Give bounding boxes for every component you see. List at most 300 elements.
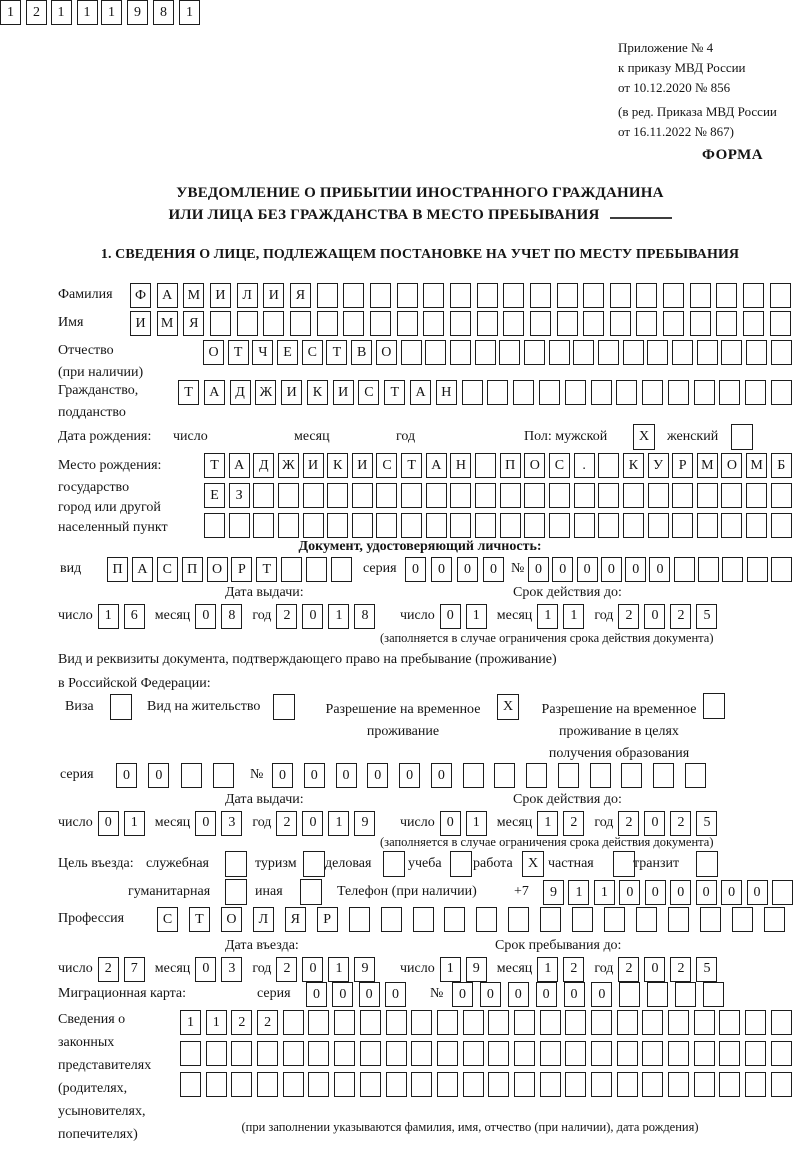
year-label: год [252, 815, 272, 830]
char-cell [771, 557, 792, 582]
char-cell [617, 1010, 638, 1035]
char-cell [573, 340, 594, 365]
sex-female-label: женский [667, 429, 719, 444]
permit-issue-month-cells [195, 811, 242, 836]
char-cell [283, 1072, 304, 1097]
char-cell: 6 [124, 604, 145, 629]
char-cell [263, 311, 284, 336]
permit-issue-heading: Дата выдачи: [225, 792, 304, 807]
char-cell: С [358, 380, 379, 405]
month-label: месяц [496, 608, 533, 623]
char-cell: 1 [466, 811, 487, 836]
char-cell [590, 763, 611, 788]
char-cell [450, 311, 471, 336]
char-cell [508, 907, 529, 932]
char-cell [253, 513, 274, 538]
char-cell: 0 [601, 557, 622, 582]
char-cell: 1 [537, 811, 558, 836]
char-cell [463, 763, 484, 788]
char-cell: 0 [645, 880, 666, 905]
char-cell: 0 [480, 982, 501, 1007]
char-cell [540, 907, 561, 932]
char-cell [306, 557, 327, 582]
entry-month-cells [195, 957, 242, 982]
char-cell [524, 483, 545, 508]
char-cell: З [229, 483, 250, 508]
char-cell [308, 1041, 329, 1066]
char-cell [770, 311, 791, 336]
char-cell: 3 [221, 811, 242, 836]
char-cell: 0 [332, 982, 353, 1007]
char-cell: О [207, 557, 228, 582]
birthplace-label-4: населенный пункт [58, 520, 168, 535]
char-cell: О [721, 453, 742, 478]
char-cell [719, 1010, 740, 1035]
char-cell: 3 [221, 957, 242, 982]
char-cell [565, 380, 586, 405]
char-cell: 1 [594, 880, 615, 905]
char-cell [290, 311, 311, 336]
purpose-private-label: частная [548, 856, 594, 871]
char-cell: 0 [359, 982, 380, 1007]
char-cell [257, 1041, 278, 1066]
char-cell: О [376, 340, 397, 365]
char-cell [308, 1072, 329, 1097]
char-cell [549, 513, 570, 538]
char-cell [558, 763, 579, 788]
char-cell [500, 483, 521, 508]
char-cell [231, 1041, 252, 1066]
doc-series-label: серия [363, 561, 397, 576]
birthplace-label: Место рождения: [58, 458, 162, 473]
char-cell [411, 1010, 432, 1035]
char-cell [437, 1072, 458, 1097]
sex-male-checkbox: X [633, 424, 655, 450]
sex-female-checkbox [731, 424, 753, 450]
month-label: месяц [154, 961, 191, 976]
char-cell: 2 [257, 1010, 278, 1035]
purpose-other-checkbox [300, 879, 322, 905]
phone-label: Телефон (при наличии) [337, 884, 477, 899]
passport-issue-heading: Дата выдачи: [225, 585, 304, 600]
char-cell [549, 483, 570, 508]
char-cell: 1 [440, 957, 461, 982]
char-cell [499, 340, 520, 365]
appendix-block [618, 38, 777, 142]
char-cell: О [203, 340, 224, 365]
birthplace-label-3: город или другой [58, 500, 161, 515]
char-cell [642, 1010, 663, 1035]
char-cell: 1 [563, 604, 584, 629]
char-cell [583, 311, 604, 336]
phone-cells [543, 880, 793, 905]
char-cell [370, 311, 391, 336]
char-cell [360, 1010, 381, 1035]
migration-series-label: серия [257, 986, 291, 1001]
char-cell [281, 557, 302, 582]
char-cell [231, 1072, 252, 1097]
residence-permit-checkbox [273, 694, 295, 720]
char-cell [703, 982, 724, 1007]
char-cell [487, 380, 508, 405]
char-cell [524, 340, 545, 365]
char-cell [574, 513, 595, 538]
birthdate-year-label: год [396, 429, 416, 444]
char-cell [591, 1041, 612, 1066]
char-cell [349, 907, 370, 932]
char-cell [360, 1072, 381, 1097]
passport-issue-day-cells [98, 604, 145, 629]
char-cell [303, 483, 324, 508]
permit-issue-day-cells [98, 811, 145, 836]
char-cell [598, 453, 619, 478]
permit-valid-date [400, 810, 727, 836]
char-cell: 0 [619, 880, 640, 905]
year-label: год [252, 608, 272, 623]
char-cell [598, 513, 619, 538]
edu-residence-permit-label: Разрешение на временное проживание в целях получения образования [541, 702, 697, 761]
char-cell: 8 [354, 604, 375, 629]
char-cell [617, 1072, 638, 1097]
char-cell: 0 [747, 880, 768, 905]
permit-number-cells [272, 763, 706, 788]
purpose-transit-label: транзит [633, 856, 680, 871]
char-cell [450, 340, 471, 365]
char-cell [401, 513, 422, 538]
entry-day-cells [98, 957, 145, 982]
char-cell [598, 340, 619, 365]
char-cell: 1 [537, 604, 558, 629]
char-cell [278, 483, 299, 508]
day-label: число [400, 815, 435, 830]
char-cell: Т [178, 380, 199, 405]
char-cell: 1 [568, 880, 589, 905]
name-label: Имя [58, 315, 84, 330]
form-label: ФОРМА [702, 147, 764, 163]
char-cell [732, 907, 753, 932]
char-cell: 2 [618, 811, 639, 836]
char-cell: 0 [528, 557, 549, 582]
char-cell [331, 557, 352, 582]
char-cell [257, 1072, 278, 1097]
char-cell [514, 1010, 535, 1035]
char-cell [450, 483, 471, 508]
char-cell: Т [384, 380, 405, 405]
permit-valid-year-cells [618, 811, 717, 836]
birthdate-month-label: месяц [294, 429, 330, 444]
char-cell: 2 [670, 604, 691, 629]
reps-label-5: усыновителях, [58, 1104, 146, 1119]
char-cell: 1 [328, 957, 349, 982]
char-cell: И [210, 283, 231, 308]
reps-row3-cells [180, 1072, 792, 1097]
birthplace-row3-cells [204, 513, 792, 538]
birthplace-row1-cells [204, 453, 792, 478]
char-cell: 0 [625, 557, 646, 582]
stay-month-cells [537, 957, 584, 982]
char-cell [343, 311, 364, 336]
char-cell: И [333, 380, 354, 405]
citizenship-label: Гражданство, [58, 383, 139, 398]
char-cell: 0 [591, 982, 612, 1007]
reps-note: (при заполнении указываются фамилия, имя, отчество (при наличии), дата рождения) [241, 1120, 699, 1134]
char-cell [488, 1010, 509, 1035]
reps-label-2: законных [58, 1035, 115, 1050]
char-cell [425, 340, 446, 365]
char-cell [411, 1072, 432, 1097]
char-cell: 9 [466, 957, 487, 982]
char-cell: Ф [130, 283, 151, 308]
char-cell [557, 311, 578, 336]
char-cell [317, 311, 338, 336]
doc-series-cells [405, 557, 504, 582]
char-cell [206, 1041, 227, 1066]
char-cell: Н [436, 380, 457, 405]
day-label: число [58, 608, 93, 623]
char-cell [488, 1041, 509, 1066]
char-cell: 9 [127, 0, 148, 25]
day-label: число [58, 961, 93, 976]
char-cell: И [352, 453, 373, 478]
char-cell: 0 [304, 763, 325, 788]
char-cell: 0 [98, 811, 119, 836]
char-cell [401, 483, 422, 508]
char-cell: 1 [180, 1010, 201, 1035]
char-cell: 1 [537, 957, 558, 982]
char-cell: В [351, 340, 372, 365]
visa-label: Виза [65, 699, 94, 714]
char-cell: И [130, 311, 151, 336]
char-cell: И [303, 453, 324, 478]
purpose-intro: Цель въезда: [58, 856, 134, 871]
char-cell [557, 283, 578, 308]
permit-series-label: серия [60, 767, 94, 782]
char-cell [719, 1072, 740, 1097]
char-cell: П [500, 453, 521, 478]
char-cell [698, 557, 719, 582]
char-cell [668, 1041, 689, 1066]
reps-label-1: Сведения о [58, 1012, 126, 1027]
identity-doc-heading: Документ, удостоверяющий личность: [298, 539, 542, 554]
char-cell [653, 763, 674, 788]
char-cell [771, 340, 792, 365]
purpose-work-checkbox: X [522, 851, 544, 877]
char-cell [747, 557, 768, 582]
char-cell [475, 513, 496, 538]
birthdate-day-cells [0, 0, 47, 25]
year-label: год [252, 961, 272, 976]
char-cell: 7 [124, 957, 145, 982]
char-cell: 2 [231, 1010, 252, 1035]
char-cell: 0 [644, 957, 665, 982]
char-cell: Т [401, 453, 422, 478]
stay-year-cells [618, 957, 717, 982]
birthdate-year-cells [101, 0, 200, 25]
char-cell [303, 513, 324, 538]
citizenship-cells [178, 380, 792, 405]
permit-valid-month-cells [537, 811, 584, 836]
char-cell [648, 483, 669, 508]
char-cell [636, 907, 657, 932]
permit-issue-year-cells [276, 811, 375, 836]
purpose-humanitarian-label: гуманитарная [128, 884, 211, 899]
char-cell: 0 [670, 880, 691, 905]
migration-card-label: Миграционная карта: [58, 986, 187, 1001]
char-cell: Н [450, 453, 471, 478]
permit-valid-day-cells [440, 811, 487, 836]
char-cell [668, 907, 689, 932]
patronymic-label: Отчество [58, 343, 114, 358]
char-cell: Ж [278, 453, 299, 478]
char-cell [397, 311, 418, 336]
stay-until-heading: Срок пребывания до: [495, 938, 622, 953]
char-cell: С [157, 907, 178, 932]
char-cell [719, 380, 740, 405]
char-cell [743, 283, 764, 308]
char-cell: 0 [552, 557, 573, 582]
char-cell: 1 [124, 811, 145, 836]
char-cell [617, 1041, 638, 1066]
char-cell [583, 283, 604, 308]
char-cell [386, 1041, 407, 1066]
char-cell [745, 1041, 766, 1066]
char-cell [206, 1072, 227, 1097]
char-cell [437, 1041, 458, 1066]
doc-kind-label: вид [60, 561, 82, 576]
char-cell: У [648, 453, 669, 478]
char-cell [370, 283, 391, 308]
birthplace-label-2: государство [58, 480, 130, 495]
appendix-note-line: (в ред. Приказа МВД России [618, 104, 777, 119]
phone-prefix: +7 [514, 884, 529, 899]
char-cell: 2 [618, 957, 639, 982]
char-cell [719, 1041, 740, 1066]
char-cell [623, 340, 644, 365]
char-cell [572, 907, 593, 932]
char-cell [746, 513, 767, 538]
char-cell: А [157, 283, 178, 308]
char-cell [463, 1041, 484, 1066]
passport-valid-date [400, 603, 727, 629]
char-cell [327, 513, 348, 538]
char-cell [343, 283, 364, 308]
char-cell [352, 483, 373, 508]
purpose-other-label: иная [255, 884, 283, 899]
char-cell [565, 1041, 586, 1066]
year-label: год [594, 961, 614, 976]
stay-until-date [400, 956, 727, 982]
temp-residence-permit-checkbox: X [497, 694, 519, 720]
char-cell: Р [672, 453, 693, 478]
birthdate-day-label: число [173, 429, 208, 444]
char-cell: 2 [563, 957, 584, 982]
char-cell [213, 763, 234, 788]
char-cell: 0 [302, 604, 323, 629]
char-cell [437, 1010, 458, 1035]
purpose-private-checkbox [613, 851, 635, 877]
char-cell: 0 [336, 763, 357, 788]
char-cell: 0 [696, 880, 717, 905]
char-cell [450, 283, 471, 308]
char-cell [237, 311, 258, 336]
char-cell: 0 [508, 982, 529, 1007]
reps-label-3: представителях [58, 1058, 152, 1073]
char-cell [604, 907, 625, 932]
char-cell [381, 907, 402, 932]
char-cell: 2 [276, 811, 297, 836]
birthdate-month-cells [51, 0, 98, 25]
purpose-official-label: служебная [146, 856, 209, 871]
char-cell [500, 513, 521, 538]
char-cell: 2 [563, 811, 584, 836]
char-cell: 0 [452, 982, 473, 1007]
char-cell [642, 1072, 663, 1097]
passport-valid-month-cells [537, 604, 584, 629]
char-cell: Я [290, 283, 311, 308]
char-cell [663, 311, 684, 336]
stay-day-cells [440, 957, 487, 982]
char-cell [503, 283, 524, 308]
char-cell [772, 880, 793, 905]
char-cell: С [549, 453, 570, 478]
char-cell [376, 483, 397, 508]
char-cell: Т [228, 340, 249, 365]
day-label: число [400, 608, 435, 623]
char-cell [204, 513, 225, 538]
char-cell: 0 [405, 557, 426, 582]
char-cell [663, 283, 684, 308]
char-cell [308, 1010, 329, 1035]
char-cell [697, 513, 718, 538]
char-cell: М [157, 311, 178, 336]
char-cell [647, 340, 668, 365]
char-cell: 1 [206, 1010, 227, 1035]
permit-series-cells [116, 763, 234, 788]
purpose-work-label: работа [473, 856, 513, 871]
char-cell [621, 763, 642, 788]
char-cell [526, 763, 547, 788]
char-cell [476, 907, 497, 932]
char-cell: 5 [696, 811, 717, 836]
passport-issue-date [58, 603, 385, 629]
char-cell [616, 380, 637, 405]
char-cell [674, 557, 695, 582]
char-cell [647, 982, 668, 1007]
char-cell [771, 483, 792, 508]
char-cell [397, 283, 418, 308]
char-cell [619, 982, 640, 1007]
char-cell: 0 [302, 957, 323, 982]
page-title [40, 182, 800, 226]
permit-validity-note: (заполняется в случае ограничения срока действия документа) [380, 835, 714, 849]
char-cell: М [746, 453, 767, 478]
temp-residence-permit-label: Разрешение на временное проживание [325, 702, 481, 739]
char-cell: Р [231, 557, 252, 582]
char-cell [721, 483, 742, 508]
char-cell [770, 283, 791, 308]
char-cell [463, 1010, 484, 1035]
title-line-2: ИЛИ ЛИЦА БЕЗ ГРАЖДАНСТВА В МЕСТО ПРЕБЫВАНИЯ [168, 207, 600, 223]
purpose-study-label: учеба [408, 856, 442, 871]
char-cell [668, 1072, 689, 1097]
reps-row1-cells [180, 1010, 792, 1035]
char-cell [722, 557, 743, 582]
char-cell: А [410, 380, 431, 405]
char-cell: 1 [0, 0, 21, 25]
char-cell: 1 [328, 604, 349, 629]
migration-series-cells [306, 982, 406, 1007]
char-cell: О [524, 453, 545, 478]
